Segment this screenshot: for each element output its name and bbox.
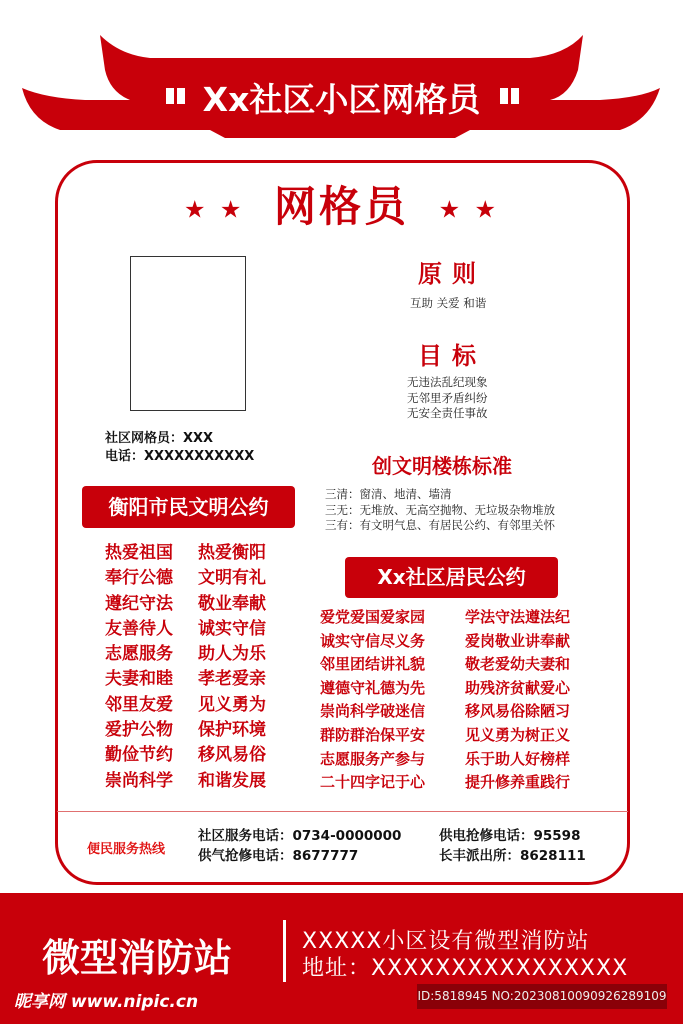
member-label: 社区网格员：XXX [105,431,214,446]
stars-left-icon: ★ ★ [183,195,245,224]
city-pact-heading: 衡阳市民文明公约 [82,486,295,528]
city-pact-item: 遵纪守法 [105,593,173,614]
resident-pact-right [465,606,570,795]
resident-pact-item: 诚实守信尽义务 [320,631,426,650]
hotline-gas: 供气抢修电话：8677777 [198,848,359,864]
hotline-police: 长丰派出所：8628111 [439,848,586,864]
footer-divider [283,920,286,982]
goal-lines [407,375,488,422]
goal-line: 无邻里矛盾纠纷 [407,390,488,405]
city-pact-item: 孝老爱亲 [198,669,266,690]
resident-pact-item: 群防群治保平安 [320,725,426,744]
resident-pact-item: 提升修养重践行 [465,773,571,792]
resident-pact-item: 二十四字记于心 [320,773,426,792]
standard-line: 三无：无堆放、无高空抛物、无垃圾杂物堆放 [325,502,555,517]
photo-placeholder [130,256,246,411]
goal-line: 无违法乱纪现象 [407,375,488,389]
resident-pact-item: 移风易俗除陋习 [465,702,571,721]
principle-text: 互助 关爱 和谐 [410,296,487,310]
city-pact-item: 夫妻和睦 [105,669,173,690]
image-id: ID:5818945 NO:20230810090926289109 [417,984,667,1009]
city-pact-item: 助人为乐 [198,644,266,665]
watermark-logo: 昵享网 www.nipic.cn [14,992,199,1012]
goal-heading: 目标 [418,342,486,370]
stars-right-icon: ★ ★ [438,195,500,224]
city-pact-item: 崇尚科学 [105,770,173,791]
city-pact-item: 勤俭节约 [105,745,173,766]
resident-pact-item: 见义勇为树正义 [465,725,571,744]
city-pact-item: 友善待人 [105,618,173,639]
city-pact-right [198,541,266,794]
standard-line: 三清：窗清、地清、墙清 [325,487,452,501]
city-pact-left [105,541,173,794]
card-title [0,174,683,234]
banner-title: Xx社区小区网格员 [202,80,481,119]
city-pact-item: 和谐发展 [198,770,266,791]
resident-pact-left [320,606,425,795]
city-pact-item: 爱护公物 [105,720,173,741]
standard-line: 三有：有文明气息、有居民公约、有邻里关怀 [325,518,555,532]
goal-line: 无安全责任事故 [407,406,488,420]
hotline-label: 便民服务热线 [87,842,166,857]
city-pact-item: 移风易俗 [198,745,266,766]
phone-label: 电话：XXXXXXXXXXX [105,449,255,464]
divider [57,811,628,812]
resident-pact-item: 助残济贫献爱心 [465,678,571,697]
city-pact-item: 文明有礼 [198,568,266,589]
city-pact-item: 敬业奉献 [198,593,266,614]
resident-pact-item: 邻里团结讲礼貌 [320,655,426,674]
city-pact-item: 志愿服务 [105,644,173,665]
city-pact-item: 奉行公德 [105,568,173,589]
city-pact-item: 诚实守信 [198,618,266,639]
city-pact-item: 热爱祖国 [105,543,173,563]
resident-pact-item: 崇尚科学破迷信 [320,702,426,721]
resident-pact-item: 乐于助人好榜样 [465,749,571,768]
hotline-power: 供电抢修电话：95598 [439,828,581,844]
city-pact-item: 见义勇为 [198,694,266,715]
principle-heading: 原则 [418,260,486,288]
footer-line2: 地址：XXXXXXXXXXXXXXXX [302,956,629,981]
resident-pact-item: 敬老爱幼夫妻和 [465,655,571,674]
resident-pact-item: 志愿服务产参与 [320,749,426,768]
standard-lines [325,487,555,534]
resident-pact-item: 遵德守礼德为先 [320,678,426,697]
resident-pact-item: 学法守法遵法纪 [465,608,571,626]
resident-pact-item: 爱党爱国爱家园 [320,608,426,626]
city-pact-item: 热爱衡阳 [198,543,266,563]
footer-line1: XXXXX小区设有微型消防站 [302,929,590,954]
footer-title: 微型消防站 [42,936,233,980]
resident-pact-heading: Xx社区居民公约 [345,557,558,598]
resident-pact-item: 爱岗敬业讲奉献 [465,631,571,650]
city-pact-item: 邻里友爱 [105,694,173,715]
standard-heading: 创文明楼栋标准 [372,454,512,478]
card-title-text: 网格员 [273,182,409,231]
hotline-community: 社区服务电话：0734-0000000 [198,828,402,844]
city-pact-item: 保护环境 [198,720,266,741]
